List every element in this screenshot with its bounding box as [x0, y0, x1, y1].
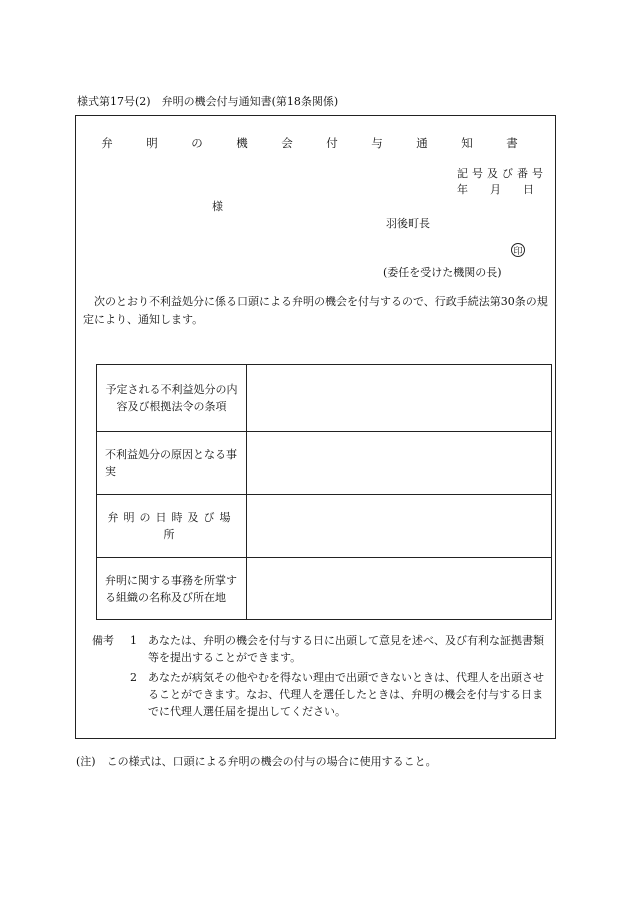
- issuer-name: 羽後町長: [386, 217, 430, 230]
- day-label: 日: [523, 183, 534, 196]
- row-value-field[interactable]: [247, 558, 552, 620]
- reference-number-label: 記号及び番号: [457, 167, 547, 180]
- seal-mark: 印: [511, 243, 525, 257]
- remark-number: 2: [130, 671, 137, 684]
- remark-number: 1: [130, 634, 137, 647]
- body-paragraph: 次のとおり不利益処分に係る口頭による弁明の機会を付与するので、行政手続法第30条の規定により、通知します。: [83, 295, 548, 326]
- info-table: [96, 364, 552, 620]
- remark-text: あなたが病気その他やむを得ない理由で出頭できないときは、代理人を出頭させることができます。なお、代理人を選任したときは、弁明の機会を付与する日までに代理人選任届を提出してください。: [148, 671, 544, 718]
- table-row: [97, 365, 552, 432]
- row-label: 弁明に関する事務を所掌する組織の名称及び所在地: [97, 558, 247, 620]
- row-value-field[interactable]: [247, 432, 552, 495]
- form-number-heading: 様式第17号(2) 弁明の機会付与通知書(第18条関係): [77, 95, 339, 108]
- remark-text: あなたは、弁明の機会を付与する日に出頭して意見を述べ、及び有利な証拠書類等を提出することができます。: [148, 634, 544, 664]
- row-label: 不利益処分の原因となる事実: [97, 432, 247, 495]
- remarks-label: 備考: [92, 634, 114, 647]
- document-title: 弁 明 の 機 会 付 与 通 知 書: [101, 136, 529, 150]
- remark-item: [92, 669, 552, 720]
- remark-item: [92, 632, 552, 666]
- row-value-field[interactable]: [247, 365, 552, 432]
- table-row: [97, 495, 552, 558]
- row-label: 弁明の日時及び場所: [97, 495, 247, 558]
- year-label: 年: [457, 183, 468, 196]
- addressee-honorific: 様: [212, 200, 223, 213]
- remarks-section: [92, 632, 552, 723]
- date-line: [457, 183, 534, 196]
- table-row: [97, 432, 552, 495]
- table-row: [97, 558, 552, 620]
- row-value-field[interactable]: [247, 495, 552, 558]
- row-label: 予定される不利益処分の内容及び根拠法令の条項: [97, 365, 247, 432]
- footnote: (注) この様式は、口頭による弁明の機会の付与の場合に使用すること。: [76, 755, 437, 768]
- month-label: 月: [490, 183, 501, 196]
- delegate-note: (委任を受けた機関の長): [383, 266, 502, 279]
